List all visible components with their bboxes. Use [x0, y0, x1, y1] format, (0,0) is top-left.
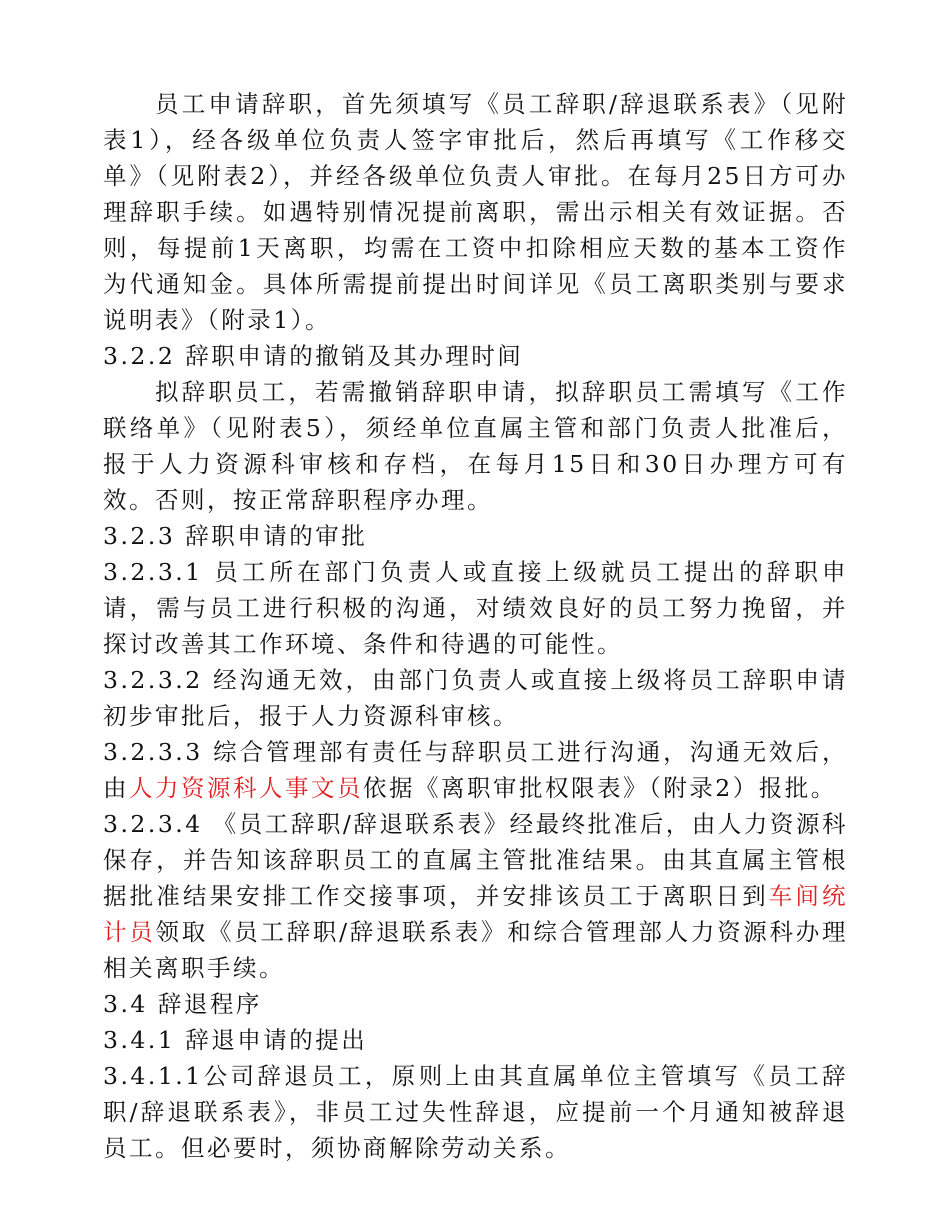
paragraph-3-2-3-4-text-a: 3.2.3.4 《员工辞职/辞退联系表》经最终批准后，由人力资源科保存，并告知该辞职员工的直属主管批准结果。由其直属主管根据批准结果安排工作交接事项，并安排该员工于离职日到 — [103, 810, 848, 910]
paragraph-3-2-3-2: 3.2.3.2 经沟通无效，由部门负责人或直接上级将员工辞职申请初步审批后，报于人力资源科审核。 — [103, 666, 848, 730]
paragraph-resignation-application: 员工申请辞职，首先须填写《员工辞职/辞退联系表》（见附表1），经各级单位负责人签字审批后，然后再填写《工作移交单》（见附表2），并经各级单位负责人审批。在每月25日方可办理辞职手续。如遇特别情况提前离职，需出示相关有效证据。否则，每提前1天离职，均需在工资中扣除相应天数的基本工资作为代通知金。具体所需提前提出时间详见《员工离职类别与要求说明表》（附录1）。 — [103, 90, 848, 334]
heading-3-4: 3.4 辞退程序 — [103, 990, 262, 1018]
paragraph-3-2-3-3 — [103, 734, 848, 806]
heading-3-4-1: 3.4.1 辞退申请的提出 — [103, 1026, 368, 1054]
paragraph-3-2-3-4-text-b: 领取《员工辞职/辞退联系表》和综合管理部人力资源科办理相关离职手续。 — [103, 918, 849, 982]
paragraph-3-2-3-1: 3.2.3.1 员工所在部门负责人或直接上级就员工提出的辞职申请，需与员工进行积极的沟通，对绩效良好的员工努力挽留，并探讨改善其工作环境、条件和待遇的可能性。 — [103, 558, 848, 658]
paragraph-3-2-3-3-text-b: 依据《离职审批权限表》（附录2）报批。 — [363, 774, 837, 802]
heading-3-2-2: 3.2.2 辞职申请的撤销及其办理时间 — [103, 342, 524, 370]
highlight-hr-clerk: 人力资源科人事文员 — [129, 774, 363, 802]
paragraph-3-2-3-3-text-a: 3.2.3.3 综合管理部有责任与辞职员工进行沟通，沟通无效后，由 — [103, 738, 848, 802]
heading-3-2-3: 3.2.3 辞职申请的审批 — [103, 522, 368, 550]
paragraph-3-4-1-1: 3.4.1.1公司辞退员工，原则上由其直属单位主管填写《员工辞职/辞退联系表》，非员工过失性辞退，应提前一个月通知被辞退员工。但必要时，须协商解除劳动关系。 — [103, 1062, 848, 1162]
document-page — [103, 86, 848, 1166]
paragraph-withdrawal: 拟辞职员工，若需撤销辞职申请，拟辞职员工需填写《工作联络单》（见附表5），须经单位直属主管和部门负责人批准后，报于人力资源科审核和存档，在每月15日和30日办理方可有效。否则，按正常辞职程序办理。 — [103, 378, 848, 514]
highlight-workshop-statistician: 车间统计员 — [103, 882, 849, 946]
paragraph-3-2-3-4 — [103, 806, 848, 986]
